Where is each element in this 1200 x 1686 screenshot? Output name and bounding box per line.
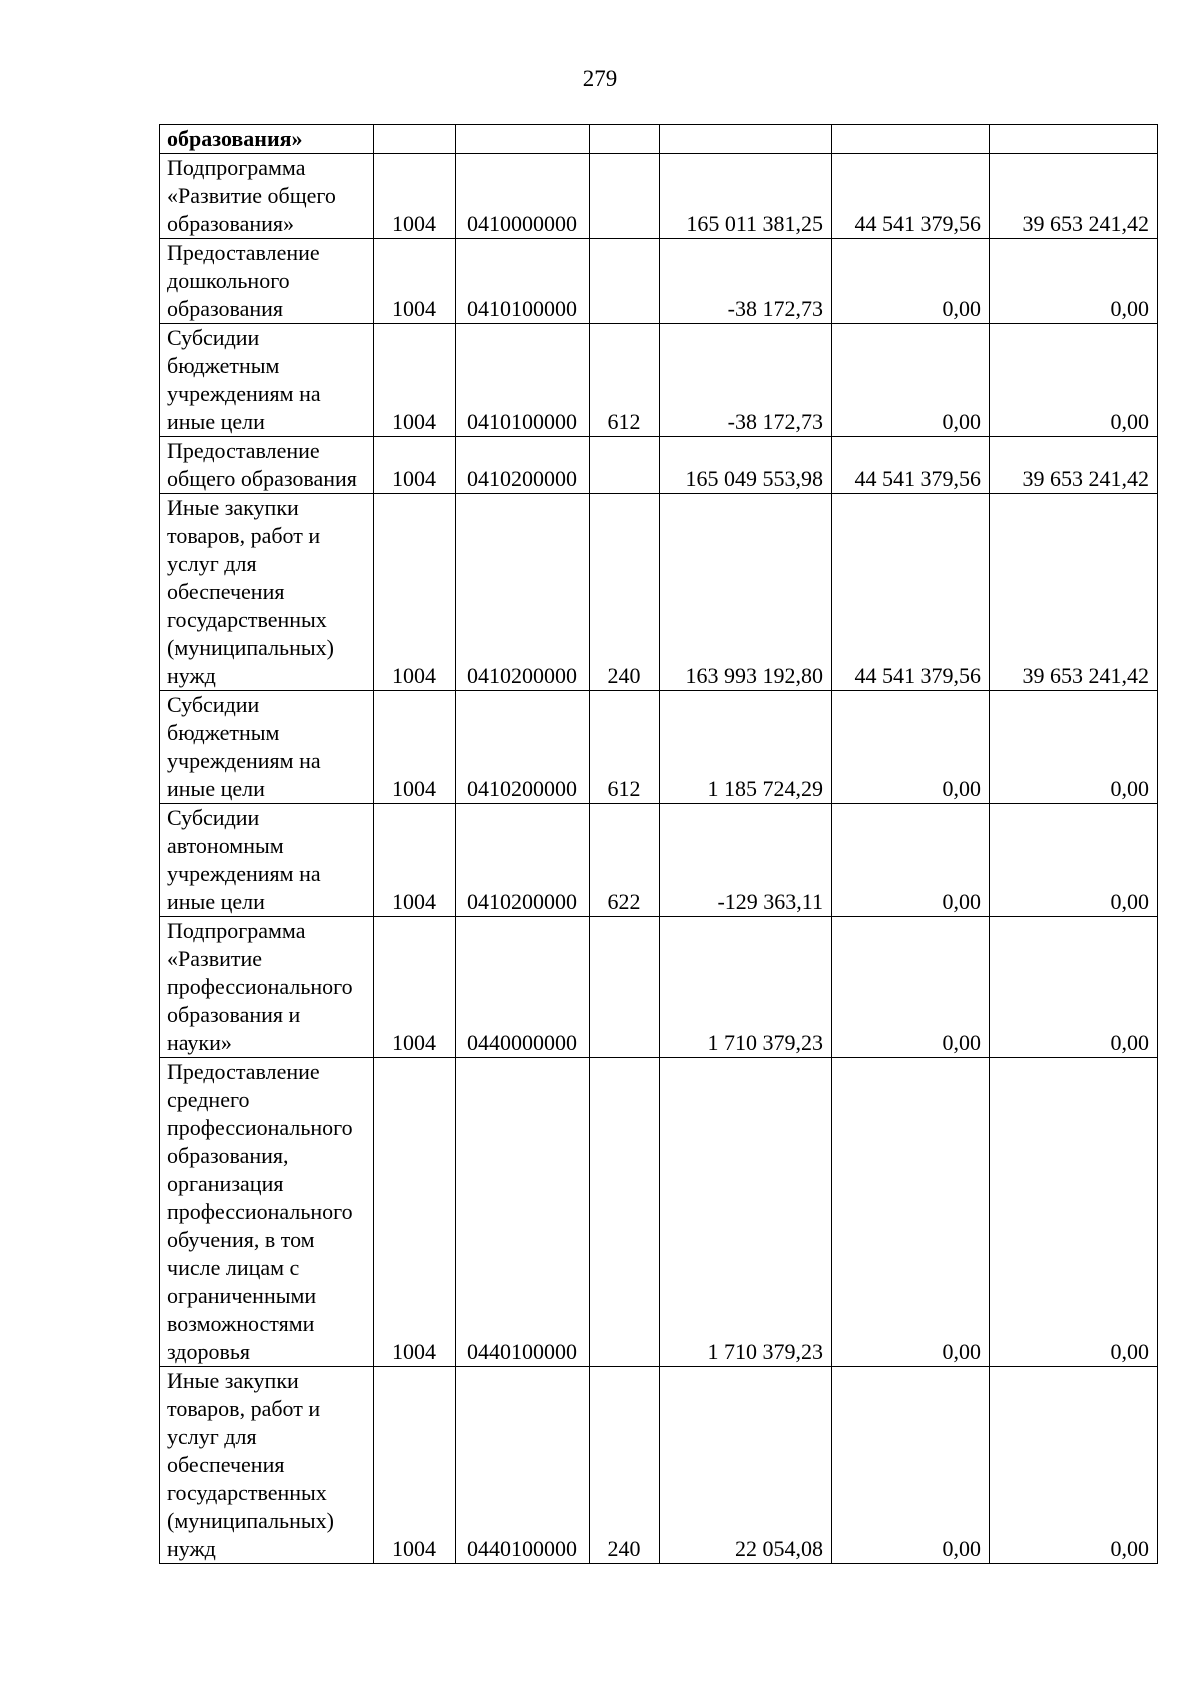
row-type-cell: 240	[590, 1367, 660, 1564]
table-body	[160, 125, 1158, 1564]
row-sum2-cell	[832, 125, 990, 154]
row-sum3-cell: 0,00	[990, 239, 1158, 324]
row-name-cell: Субсидии бюджетным учреждениям на иные цели	[160, 324, 374, 437]
row-type-cell	[590, 154, 660, 239]
table-row	[160, 691, 1158, 804]
row-type-cell	[590, 437, 660, 494]
row-name-cell: Иные закупки товаров, работ и услуг для обеспечения государственных (муниципальных) нужд	[160, 1367, 374, 1564]
row-section-cell: 1004	[374, 154, 456, 239]
row-section-cell: 1004	[374, 917, 456, 1058]
row-sum1-cell: 1 710 379,23	[660, 917, 832, 1058]
row-sum3-cell: 0,00	[990, 917, 1158, 1058]
page-number: 279	[582, 66, 618, 91]
row-sum2-cell: 0,00	[832, 324, 990, 437]
row-sum2-cell: 44 541 379,56	[832, 494, 990, 691]
row-sum3-cell: 39 653 241,42	[990, 437, 1158, 494]
row-section-cell	[374, 125, 456, 154]
row-section-cell: 1004	[374, 1058, 456, 1367]
row-sum3-cell: 39 653 241,42	[990, 494, 1158, 691]
budget-table	[159, 124, 1158, 1564]
row-name-cell: Предоставление дошкольного образования	[160, 239, 374, 324]
row-sum1-cell: 165 049 553,98	[660, 437, 832, 494]
row-sum3-cell: 0,00	[990, 1058, 1158, 1367]
row-name-cell: Предоставление общего образования	[160, 437, 374, 494]
row-target-cell: 0410100000	[456, 324, 590, 437]
row-name-cell: Подпрограмма «Развитие общего образования»	[160, 154, 374, 239]
row-sum1-cell: -38 172,73	[660, 324, 832, 437]
row-sum3-cell	[990, 125, 1158, 154]
table-row	[160, 125, 1158, 154]
row-type-cell: 622	[590, 804, 660, 917]
row-section-cell: 1004	[374, 804, 456, 917]
row-type-cell: 612	[590, 324, 660, 437]
row-type-cell	[590, 917, 660, 1058]
row-target-cell: 0440100000	[456, 1058, 590, 1367]
row-sum3-cell: 0,00	[990, 324, 1158, 437]
row-sum2-cell: 0,00	[832, 1058, 990, 1367]
row-name-cell: Субсидии автономным учреждениям на иные цели	[160, 804, 374, 917]
row-section-cell: 1004	[374, 239, 456, 324]
table-row	[160, 239, 1158, 324]
table-row	[160, 1367, 1158, 1564]
row-sum2-cell: 0,00	[832, 1367, 990, 1564]
row-type-cell	[590, 1058, 660, 1367]
row-sum1-cell: 1 710 379,23	[660, 1058, 832, 1367]
row-type-cell	[590, 239, 660, 324]
row-target-cell	[456, 125, 590, 154]
table-row	[160, 1058, 1158, 1367]
table-row	[160, 917, 1158, 1058]
row-section-cell: 1004	[374, 437, 456, 494]
row-sum3-cell: 39 653 241,42	[990, 154, 1158, 239]
row-type-cell: 240	[590, 494, 660, 691]
table-row	[160, 437, 1158, 494]
row-section-cell: 1004	[374, 1367, 456, 1564]
row-name-cell: Иные закупки товаров, работ и услуг для обеспечения государственных (муниципальных) нужд	[160, 494, 374, 691]
row-sum1-cell: 165 011 381,25	[660, 154, 832, 239]
row-target-cell: 0410000000	[456, 154, 590, 239]
row-sum2-cell: 0,00	[832, 804, 990, 917]
row-target-cell: 0410200000	[456, 437, 590, 494]
row-sum2-cell: 0,00	[832, 917, 990, 1058]
row-sum1-cell	[660, 125, 832, 154]
row-target-cell: 0410200000	[456, 804, 590, 917]
table-row	[160, 324, 1158, 437]
row-type-cell	[590, 125, 660, 154]
row-sum1-cell: -38 172,73	[660, 239, 832, 324]
table-row	[160, 154, 1158, 239]
row-sum1-cell: -129 363,11	[660, 804, 832, 917]
row-section-cell: 1004	[374, 691, 456, 804]
row-target-cell: 0440000000	[456, 917, 590, 1058]
row-sum3-cell: 0,00	[990, 691, 1158, 804]
row-type-cell: 612	[590, 691, 660, 804]
row-name-cell: Предоставление среднего профессионального образования, организация профессионального обучения, в том числе лицам с ограниченными возможностями здоровья	[160, 1058, 374, 1367]
row-sum3-cell: 0,00	[990, 1367, 1158, 1564]
row-name-cell: Подпрограмма «Развитие профессионального образования и науки»	[160, 917, 374, 1058]
row-target-cell: 0410200000	[456, 494, 590, 691]
row-sum2-cell: 0,00	[832, 691, 990, 804]
row-name-cell: образования»	[160, 125, 374, 154]
table-row	[160, 494, 1158, 691]
row-target-cell: 0440100000	[456, 1367, 590, 1564]
row-target-cell: 0410100000	[456, 239, 590, 324]
row-sum1-cell: 163 993 192,80	[660, 494, 832, 691]
row-name-cell: Субсидии бюджетным учреждениям на иные цели	[160, 691, 374, 804]
row-target-cell: 0410200000	[456, 691, 590, 804]
row-sum2-cell: 44 541 379,56	[832, 437, 990, 494]
row-section-cell: 1004	[374, 494, 456, 691]
row-sum1-cell: 22 054,08	[660, 1367, 832, 1564]
row-sum1-cell: 1 185 724,29	[660, 691, 832, 804]
row-sum3-cell: 0,00	[990, 804, 1158, 917]
row-section-cell: 1004	[374, 324, 456, 437]
table-row	[160, 804, 1158, 917]
row-sum2-cell: 44 541 379,56	[832, 154, 990, 239]
row-sum2-cell: 0,00	[832, 239, 990, 324]
